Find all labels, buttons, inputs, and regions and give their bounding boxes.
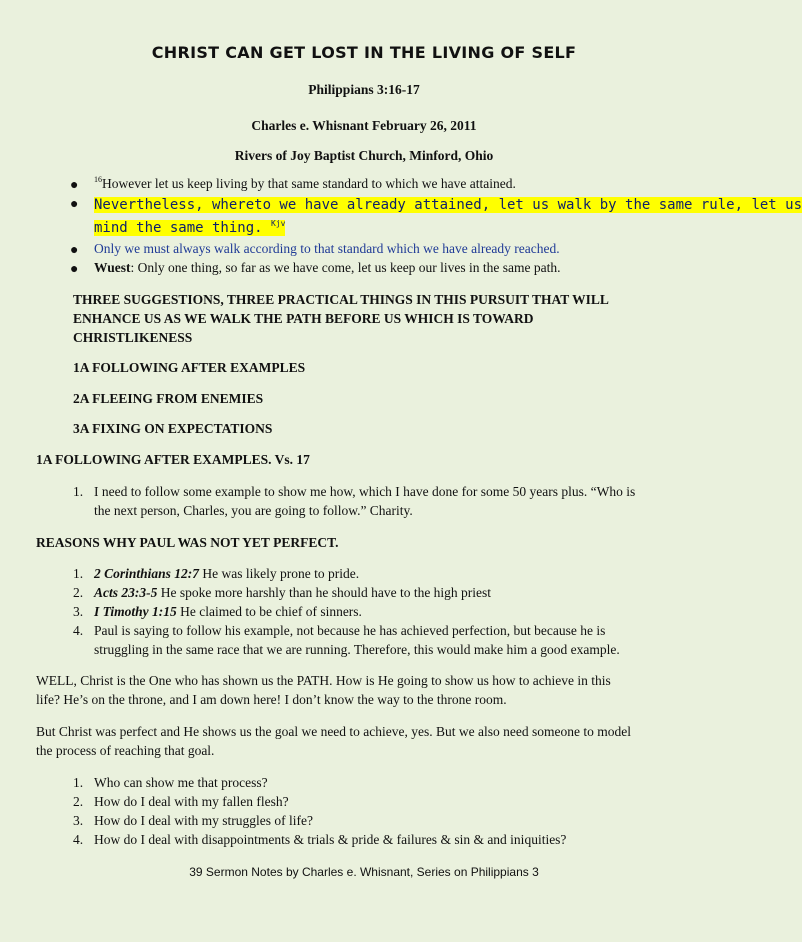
reason-text: He spoke more harshly than he should have to the high priest	[157, 585, 492, 600]
paragraph-line: But Christ was perfect and He shows us the goal we need to achieve, yes. But we also need someone to model	[36, 724, 631, 739]
question-item: Who can show me that process?	[94, 775, 268, 790]
list-number: 3.	[73, 604, 84, 619]
translation-label: Wuest	[94, 260, 131, 275]
scripture-reference: Philippians 3:16-17	[308, 82, 420, 97]
list-number: 2.	[73, 585, 84, 600]
verse-number: 16	[94, 175, 102, 184]
reason-text: struggling in the same race that we are running. Therefore, this would make him a good example.	[94, 642, 620, 657]
list-item-text: the next person, Charles, you are going to follow.” Charity.	[94, 503, 413, 518]
paragraph-line: WELL, Christ is the One who has shown us the PATH. How is He going to show us how to achieve in this	[36, 673, 611, 688]
list-number: 3.	[73, 813, 84, 828]
verse-kjv-text: mind the same thing.	[94, 220, 263, 236]
suggestions-heading-line: CHRISTLIKENESS	[73, 330, 193, 345]
question-item: How do I deal with my fallen flesh?	[94, 794, 289, 809]
verse-text: : Only one thing, so far as we have come, let us keep our lives in the same path.	[130, 260, 561, 275]
reason-text: Paul is saying to follow his example, not because he has achieved perfection, but because he is	[94, 623, 606, 638]
reasons-heading: REASONS WHY PAUL WAS NOT YET PERFECT.	[36, 535, 339, 550]
church-name: Rivers of Joy Baptist Church, Minford, Ohio	[234, 148, 494, 163]
suggestions-heading-line: ENHANCE US AS WE WALK THE PATH BEFORE US WHICH IS TOWARD	[73, 311, 534, 326]
section-heading: 1A FOLLOWING AFTER EXAMPLES. Vs. 17	[36, 452, 310, 467]
bullet-icon: ●	[70, 178, 79, 193]
list-number: 4.	[73, 832, 84, 847]
scripture-ref: 2 Corinthians 12:7	[94, 566, 200, 581]
version-label: Kjv	[271, 219, 286, 228]
list-number: 4.	[73, 623, 84, 638]
suggestions-heading-line: THREE SUGGESTIONS, THREE PRACTICAL THINGS IN THIS PURSUIT THAT WILL	[73, 292, 609, 307]
question-item: How do I deal with my struggles of life?	[94, 813, 313, 828]
page-title: CHRIST CAN GET LOST IN THE LIVING OF SELF	[151, 43, 577, 62]
scripture-ref: Acts 23:3-5	[94, 585, 158, 600]
scripture-ref: I Timothy 1:15	[94, 604, 177, 619]
list-number: 1.	[73, 775, 84, 790]
reason-text: He was likely prone to pride.	[199, 566, 360, 581]
verse-16	[94, 176, 516, 192]
list-item-text: I need to follow some example to show me how, which I have done for some 50 years plus. “Who is	[94, 484, 636, 499]
question-item: How do I deal with disappointments & trials & pride & failures & sin & and iniquities?	[94, 832, 567, 847]
reason-text: He claimed to be chief of sinners.	[176, 604, 362, 619]
verse-kjv-line2	[94, 219, 285, 237]
verse-kjv-text: Nevertheless, whereto we have already attained, let us walk by the same rule, let us	[94, 197, 802, 213]
list-number: 1.	[73, 484, 84, 499]
page-footer: 39 Sermon Notes by Charles e. Whisnant, Series on Philippians 3	[189, 865, 539, 879]
paragraph-line: the process of reaching that goal.	[36, 743, 215, 758]
reason-item	[94, 604, 362, 620]
point-3a: 3A FIXING ON EXPECTATIONS	[73, 421, 273, 436]
list-number: 2.	[73, 794, 84, 809]
verse-text: However let us keep living by that same standard to which we have attained.	[102, 176, 516, 191]
list-number: 1.	[73, 566, 84, 581]
verse-wuest	[94, 260, 561, 276]
bullet-icon: ●	[70, 243, 79, 258]
verse-alt-translation: Only we must always walk according to that standard which we have already reached.	[94, 241, 560, 256]
bullet-icon: ●	[70, 262, 79, 277]
reason-item	[94, 585, 491, 601]
reason-item	[94, 566, 359, 582]
point-1a: 1A FOLLOWING AFTER EXAMPLES	[73, 360, 306, 375]
author-date: Charles e. Whisnant February 26, 2011	[251, 118, 477, 133]
verse-kjv-line1	[94, 196, 802, 214]
bullet-icon: ●	[70, 197, 79, 212]
paragraph-line: life? He’s on the throne, and I am down here! I don’t know the way to the throne room.	[36, 692, 507, 707]
point-2a: 2A FLEEING FROM ENEMIES	[73, 391, 264, 406]
